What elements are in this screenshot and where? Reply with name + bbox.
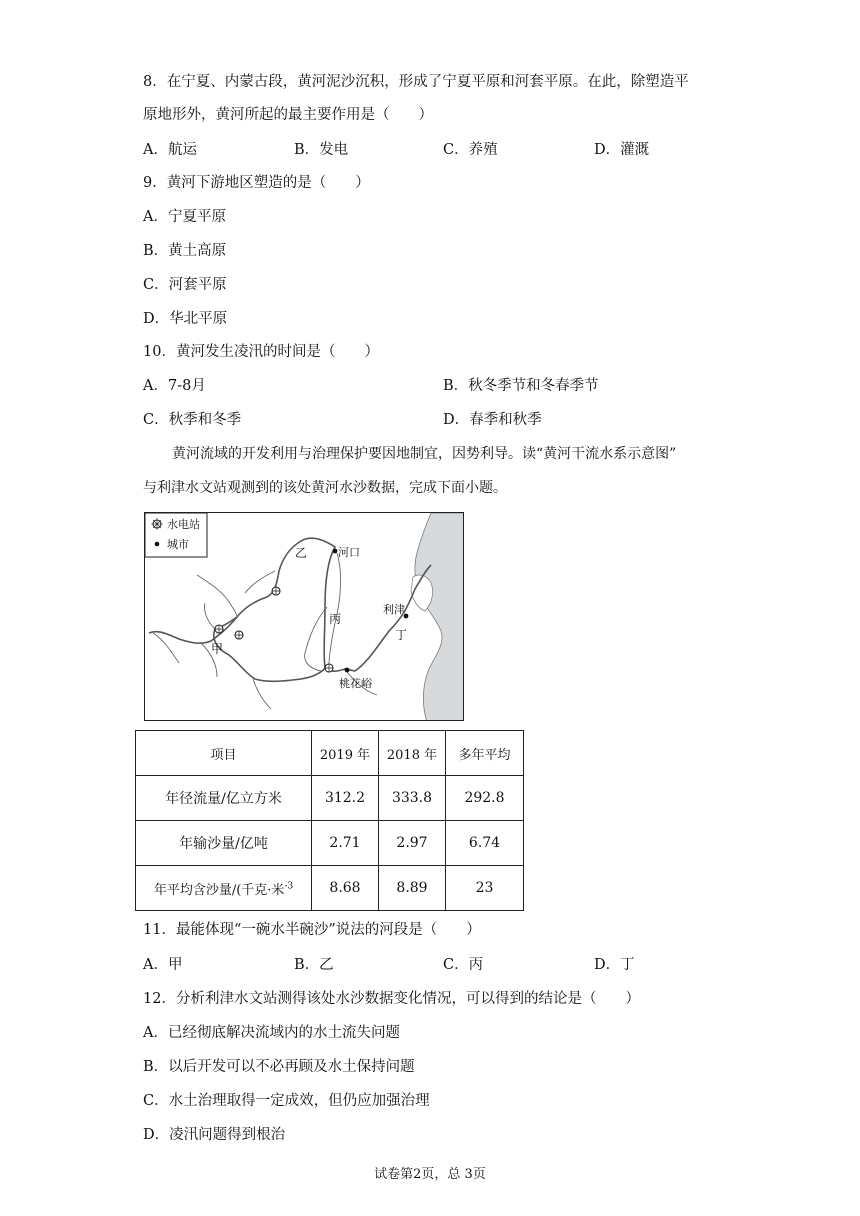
yellow-river-map bbox=[144, 512, 464, 721]
label-jia: 甲 bbox=[211, 642, 224, 656]
label-ding: 丁 bbox=[395, 628, 408, 642]
hydropower-station-icon bbox=[272, 587, 280, 595]
table-cell: 333.8 bbox=[379, 776, 446, 821]
table-cell: 年径流量/亿立方米 bbox=[136, 776, 312, 821]
q8-option-b[interactable]: B．发电 bbox=[294, 142, 349, 158]
water-sediment-table bbox=[135, 730, 524, 911]
legend-hydropower-label: 水电站 bbox=[167, 518, 200, 531]
q9-option-c[interactable]: C．河套平原 bbox=[143, 277, 227, 293]
table-cell: 312.2 bbox=[312, 776, 379, 821]
hydropower-station-icon bbox=[325, 664, 333, 672]
q11-option-c[interactable]: C．丙 bbox=[443, 957, 484, 973]
city-legend-icon bbox=[155, 542, 160, 547]
q10-option-d[interactable]: D．春季和秋季 bbox=[443, 412, 542, 428]
q9-stem: 9．黄河下游地区塑造的是（ ） bbox=[143, 175, 370, 191]
material-intro-line1: 黄河流域的开发利用与治理保护要因地制宜，因势利导。读“黄河干流水系示意图” bbox=[172, 446, 677, 462]
legend-city-label: 城市 bbox=[167, 538, 189, 551]
q12-option-c[interactable]: C．水土治理取得一定成效，但仍应加强治理 bbox=[143, 1093, 430, 1109]
label-lijin: 利津 bbox=[383, 603, 405, 616]
table-row bbox=[136, 821, 524, 866]
table-cell: 292.8 bbox=[446, 776, 524, 821]
table-cell: 2.71 bbox=[312, 821, 379, 866]
upper-reach-line bbox=[214, 617, 325, 681]
table-cell: 8.89 bbox=[379, 866, 446, 911]
map-drawing bbox=[145, 513, 464, 721]
tributary-4 bbox=[245, 571, 275, 593]
table-cell bbox=[136, 866, 312, 911]
q8-stem-line1: 8．在宁夏、内蒙古段，黄河泥沙沉积，形成了宁夏平原和河套平原。在此，除塑造平 bbox=[143, 74, 689, 90]
q8-option-a[interactable]: A．航运 bbox=[143, 142, 197, 158]
q9-option-b[interactable]: B．黄土高原 bbox=[143, 243, 227, 259]
q8-stem-line2: 原地形外，黄河所起的最主要作用是（ ） bbox=[143, 107, 433, 123]
sea-area bbox=[415, 513, 464, 721]
q11-option-a[interactable]: A．甲 bbox=[143, 957, 183, 973]
table-header-cell: 2018 年 bbox=[379, 731, 446, 776]
page-footer: 试卷第2页，总 3页 bbox=[374, 1167, 486, 1182]
tributary-5 bbox=[329, 553, 341, 665]
q10-stem: 10．黄河发生凌汛的时间是（ ） bbox=[143, 344, 379, 360]
tributary-1 bbox=[197, 575, 237, 617]
q10-option-c[interactable]: C．秋季和冬季 bbox=[143, 412, 242, 428]
table-cell-text: 年平均含沙量/(千克·米 bbox=[153, 882, 285, 898]
q11-stem: 11．最能体现“一碗水半碗沙”说法的河段是（ ） bbox=[143, 922, 481, 938]
label-bing: 丙 bbox=[329, 612, 342, 626]
hydropower-station-icon bbox=[235, 631, 243, 639]
table-cell: 6.74 bbox=[446, 821, 524, 866]
label-taohuayu: 桃花峪 bbox=[339, 677, 372, 690]
q9-option-a[interactable]: A．宁夏平原 bbox=[143, 209, 226, 225]
table-cell: 8.68 bbox=[312, 866, 379, 911]
q12-stem: 12．分析利津水文站测得该处水沙数据变化情况，可以得到的结论是（ ） bbox=[143, 991, 640, 1007]
table-header-cell: 多年平均 bbox=[446, 731, 524, 776]
table-row bbox=[136, 776, 524, 821]
city-hekou-dot bbox=[333, 549, 338, 554]
wei-river bbox=[253, 679, 271, 709]
material-intro-line2: 与利津水文站观测到的该处黄河水沙数据，完成下面小题。 bbox=[143, 480, 507, 496]
q12-option-a[interactable]: A．已经彻底解决流域内的水土流失问题 bbox=[143, 1025, 400, 1041]
q9-option-d[interactable]: D．华北平原 bbox=[143, 311, 228, 327]
q12-option-d[interactable]: D．凌汛问题得到根治 bbox=[143, 1127, 286, 1143]
table-header-cell: 2019 年 bbox=[312, 731, 379, 776]
q8-option-c[interactable]: C．养殖 bbox=[443, 142, 498, 158]
label-yi: 乙 bbox=[295, 546, 308, 560]
superscript: -3 bbox=[284, 881, 294, 892]
q11-option-b[interactable]: B．乙 bbox=[294, 957, 334, 973]
q10-option-b[interactable]: B．秋冬季节和冬春季节 bbox=[443, 378, 599, 394]
table-cell: 年输沙量/亿吨 bbox=[136, 821, 312, 866]
q11-option-d[interactable]: D．丁 bbox=[594, 957, 635, 973]
label-hekou: 河口 bbox=[338, 546, 360, 559]
table-header-row bbox=[136, 731, 524, 776]
peninsula bbox=[411, 575, 433, 611]
tributary-3 bbox=[204, 603, 215, 629]
table-cell: 23 bbox=[446, 866, 524, 911]
table-cell: 2.97 bbox=[379, 821, 446, 866]
q12-option-b[interactable]: B．以后开发可以不必再顾及水土保持问题 bbox=[143, 1059, 415, 1075]
hydropower-station-icon bbox=[215, 625, 223, 633]
city-taohuayu-dot bbox=[345, 668, 350, 673]
table-header-cell: 项目 bbox=[136, 731, 312, 776]
q10-option-a[interactable]: A．7-8月 bbox=[143, 378, 206, 394]
q8-option-d[interactable]: D．灌溉 bbox=[594, 142, 650, 158]
table-row bbox=[136, 866, 524, 911]
